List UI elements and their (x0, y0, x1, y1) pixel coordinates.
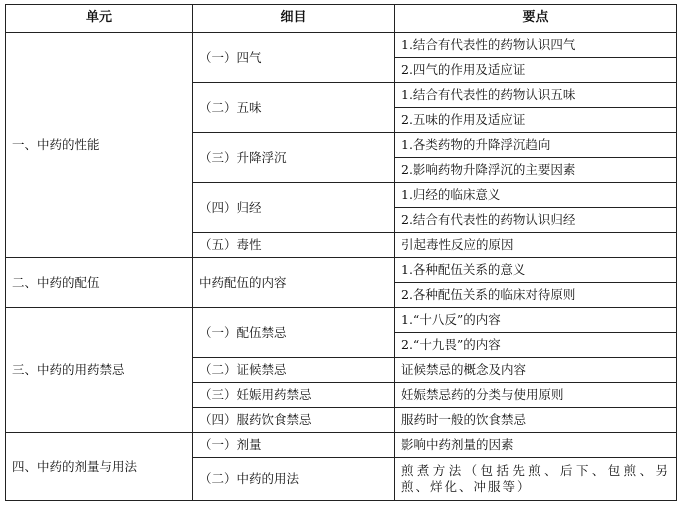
header-unit: 单元 (6, 5, 193, 33)
point-cell: 1.“十八反”的内容 (395, 308, 677, 333)
detail-cell: （一）四气 (193, 33, 395, 83)
point-cell: 妊娠禁忌药的分类与使用原则 (395, 383, 677, 408)
point-cell: 1.各类药物的升降浮沉趋向 (395, 133, 677, 158)
point-cell: 2.结合有代表性的药物认识归经 (395, 208, 677, 233)
unit-cell: 四、中药的剂量与用法 (6, 433, 193, 501)
detail-cell: （四）归经 (193, 183, 395, 233)
table-body (6, 33, 677, 501)
point-cell: 1.归经的临床意义 (395, 183, 677, 208)
point-cell: 服药时一般的饮食禁忌 (395, 408, 677, 433)
unit-cell: 一、中药的性能 (6, 33, 193, 258)
point-cell: 煎煮方法（包括先煎、后下、包煎、另煎、烊化、冲服等） (395, 458, 677, 501)
table-row (6, 433, 677, 458)
detail-cell: （三）升降浮沉 (193, 133, 395, 183)
detail-cell: （一）配伍禁忌 (193, 308, 395, 358)
point-cell: 2.五味的作用及适应证 (395, 108, 677, 133)
point-cell: 2.四气的作用及适应证 (395, 58, 677, 83)
detail-cell: （二）五味 (193, 83, 395, 133)
point-cell: 2.“十九畏”的内容 (395, 333, 677, 358)
detail-cell: （二）中药的用法 (193, 458, 395, 501)
point-cell: 2.各种配伍关系的临床对待原则 (395, 283, 677, 308)
point-cell: 影响中药剂量的因素 (395, 433, 677, 458)
detail-cell: （二）证候禁忌 (193, 358, 395, 383)
table-row (6, 33, 677, 58)
point-cell: 2.影响药物升降浮沉的主要因素 (395, 158, 677, 183)
detail-cell: （一）剂量 (193, 433, 395, 458)
point-cell: 1.结合有代表性的药物认识五味 (395, 83, 677, 108)
detail-cell: （三）妊娠用药禁忌 (193, 383, 395, 408)
header-point: 要点 (395, 5, 677, 33)
detail-cell: 中药配伍的内容 (193, 258, 395, 308)
header-detail: 细目 (193, 5, 395, 33)
detail-cell: （四）服药饮食禁忌 (193, 408, 395, 433)
table-row (6, 258, 677, 283)
unit-cell: 三、中药的用药禁忌 (6, 308, 193, 433)
point-cell: 1.各种配伍关系的意义 (395, 258, 677, 283)
header-row (6, 5, 677, 33)
syllabus-table (5, 4, 677, 501)
point-cell: 证候禁忌的概念及内容 (395, 358, 677, 383)
point-cell: 1.结合有代表性的药物认识四气 (395, 33, 677, 58)
detail-cell: （五）毒性 (193, 233, 395, 258)
table-row (6, 308, 677, 333)
point-cell: 引起毒性反应的原因 (395, 233, 677, 258)
table-header (6, 5, 677, 33)
unit-cell: 二、中药的配伍 (6, 258, 193, 308)
